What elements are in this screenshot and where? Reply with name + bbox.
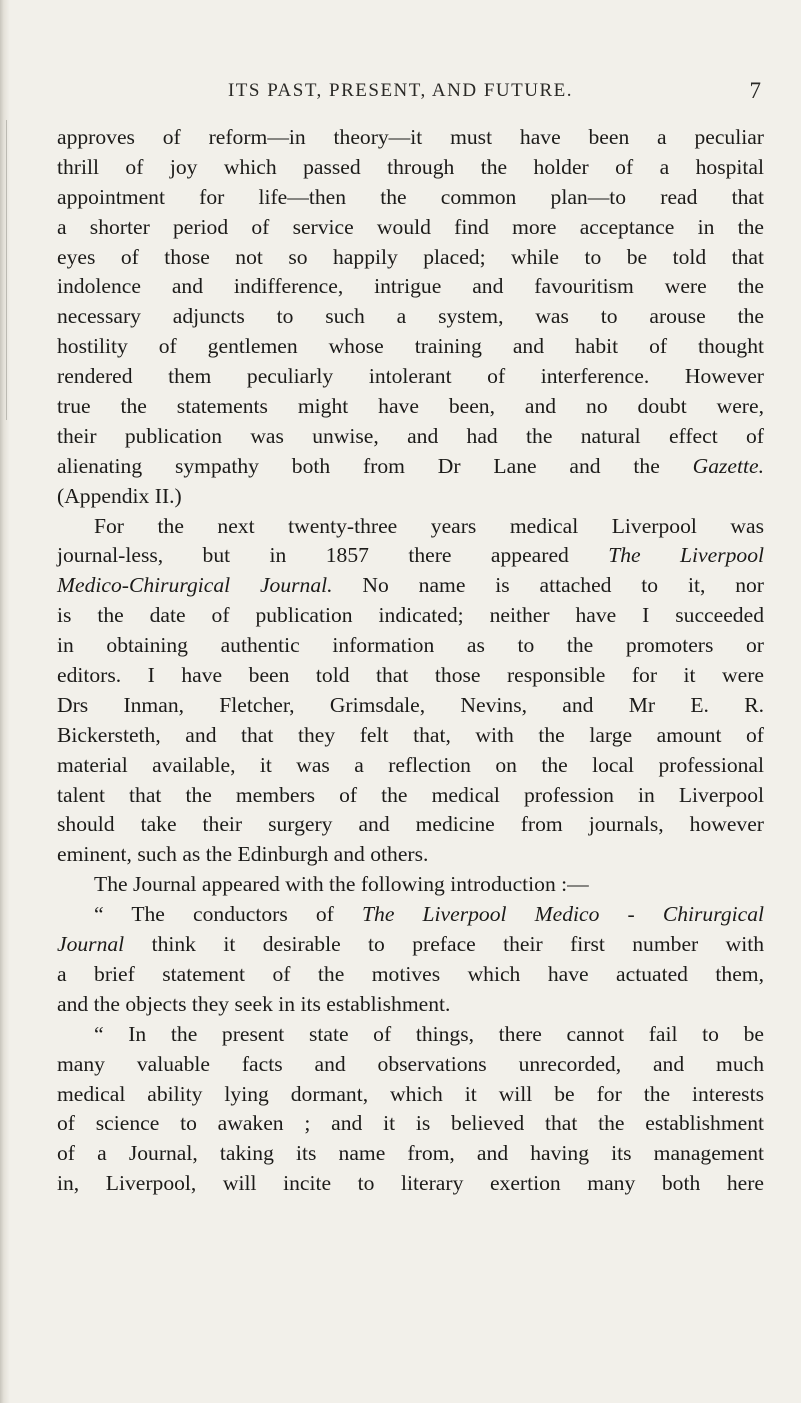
text-line: hostility of gentlemen whose training and habit of thought xyxy=(57,334,764,359)
text-line: in, Liverpool, will incite to literary exertion many both here xyxy=(57,1171,764,1196)
text-run: journal-less, but in 1857 there appeared xyxy=(57,543,609,568)
text-line xyxy=(57,452,764,482)
text-line: editors. I have been told that those responsible for it were xyxy=(57,663,764,688)
text-line xyxy=(57,930,764,960)
text-line xyxy=(57,571,764,601)
running-head: ITS PAST, PRESENT, AND FUTURE. xyxy=(227,80,573,101)
italic-title: Gazette. xyxy=(692,453,764,478)
paragraph-start: For the next twenty-three years medical Liverpool was xyxy=(94,513,764,538)
text-line: true the statements might have been, and no doubt were, xyxy=(57,394,764,419)
text-line xyxy=(57,541,764,571)
text-line: a shorter period of service would find more acceptance in the xyxy=(57,214,764,239)
text-line: in obtaining authentic information as to the promoters or xyxy=(57,633,764,658)
text-line: talent that the members of the medical profession in Liverpool xyxy=(57,782,764,807)
text-line: thrill of joy which passed through the holder of a hospital xyxy=(57,154,764,179)
text-line: eyes of those not so happily placed; while to be told that xyxy=(57,244,764,269)
text-line: approves of reform—in theory—it must have been a peculiar xyxy=(57,125,764,149)
page-number: 7 xyxy=(749,78,761,103)
text-run: think it desirable to preface their first number with xyxy=(124,932,764,957)
italic-title: The Liverpool xyxy=(608,543,765,568)
text-line: a brief statement of the motives which have actuated them, xyxy=(57,961,764,986)
text-line: should take their surgery and medicine from journals, however xyxy=(57,812,764,837)
text-line: medical ability lying dormant, which it will be for the interests xyxy=(57,1081,764,1106)
binding-shadow-line xyxy=(6,120,7,420)
text-line: rendered them peculiarly intolerant of interference. However xyxy=(57,364,764,389)
text-line: their publication was unwise, and had the natural effect of xyxy=(57,423,764,448)
text-line: of a Journal, taking its name from, and having its management xyxy=(57,1141,764,1166)
italic-title: The Liverpool Medico - Chirurgical xyxy=(362,902,764,927)
text-line: Bickersteth, and that they felt that, with the large amount of xyxy=(57,722,764,747)
text-line-end: eminent, such as the Edinburgh and others. xyxy=(57,842,429,867)
page-header xyxy=(0,80,801,110)
text-line: necessary adjuncts to such a system, was to arouse the xyxy=(57,304,764,329)
text-line: appointment for life—then the common plan—to read that xyxy=(57,184,764,209)
text-line: Drs Inman, Fletcher, Grimsdale, Nevins, and Mr E. R. xyxy=(57,692,764,717)
quote-start xyxy=(57,900,764,930)
text-line-end: (Appendix II.) xyxy=(57,483,182,508)
text-line: is the date of publication indicated; neither have I succeeded xyxy=(57,603,764,628)
paragraph-start: The Journal appeared with the following introduction :— xyxy=(94,872,589,897)
text-run: No name is attached to it, nor xyxy=(332,573,764,598)
body-text xyxy=(57,123,764,1199)
text-line: material available, it was a reflection on the local professional xyxy=(57,752,764,777)
text-line: many valuable facts and observations unrecorded, and much xyxy=(57,1051,764,1076)
text-line: indolence and indifference, intrigue and favouritism were the xyxy=(57,274,764,299)
text-line: of science to awaken ; and it is believed that the establishment xyxy=(57,1111,764,1136)
text-line-end: and the objects they seek in its establishment. xyxy=(57,991,451,1016)
italic-title: Medico-Chirurgical Journal. xyxy=(57,573,333,598)
quote-start: “ In the present state of things, there cannot fail to be xyxy=(94,1021,764,1046)
page-binding-edge xyxy=(0,0,10,1403)
italic-title: Journal xyxy=(57,932,125,957)
text-run: “ The conductors of xyxy=(94,902,363,927)
text-run: alienating sympathy both from Dr Lane and the xyxy=(57,453,693,478)
